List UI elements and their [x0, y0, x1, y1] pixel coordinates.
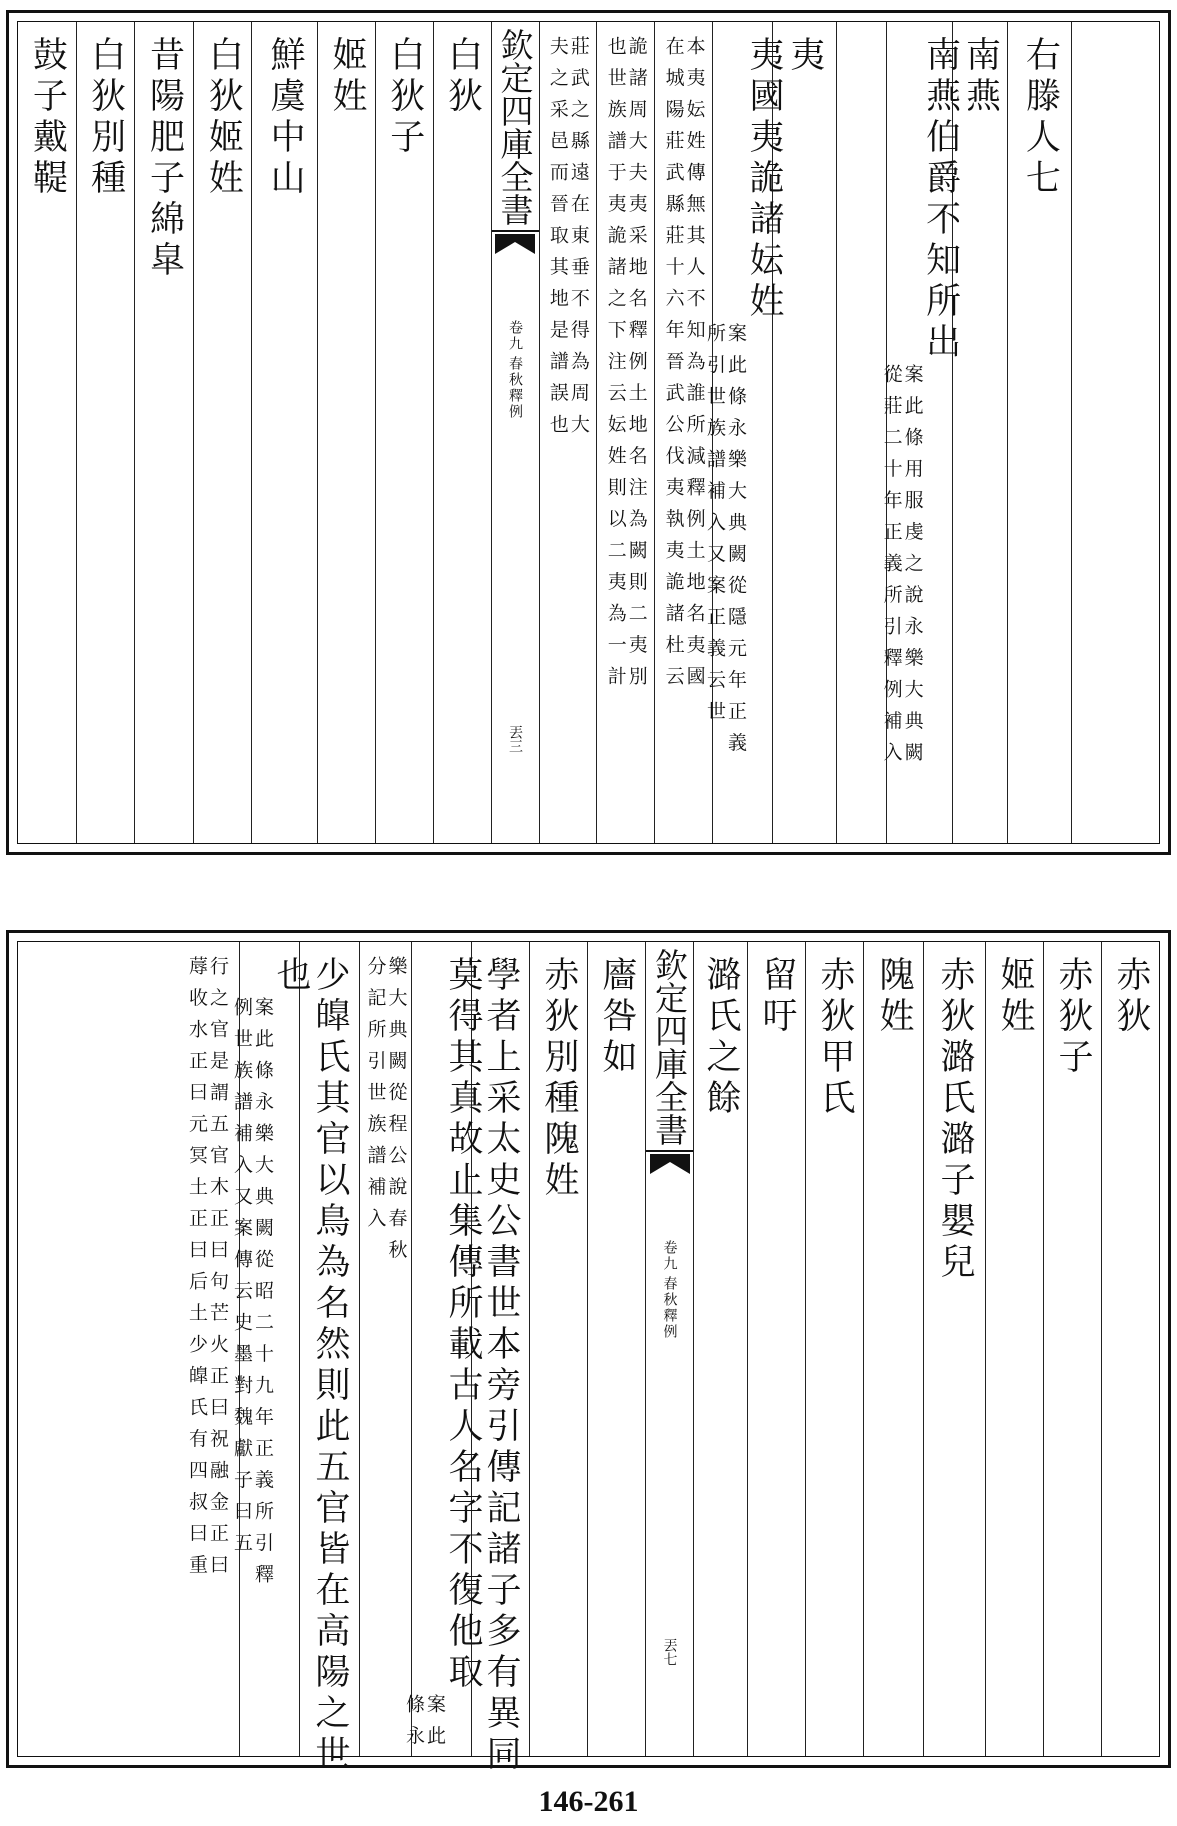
commentary-line: 詭諸周大夫夷采地名釋例土地名注為闕則二夷別	[625, 36, 648, 698]
column-main-text: 南燕	[960, 36, 1001, 118]
lower-page	[6, 930, 1171, 1776]
commentary-line: 案此條永樂大典闕從隱元年正義	[725, 323, 747, 764]
text-column-c2	[1007, 22, 1071, 843]
commentary-line: 也世族譜于夷詭諸之下注云妘姓則以二夷為一計	[604, 36, 627, 698]
volume-label-line: 卷九	[507, 320, 524, 352]
column-main-text: 赤狄	[1111, 956, 1151, 1038]
text-column-c7	[704, 22, 784, 843]
text-column-d15	[231, 942, 311, 1756]
column-main-text: 鼓子戴鞮	[27, 36, 68, 200]
column-main-text: 白狄別種	[85, 36, 126, 200]
text-column-c11	[433, 22, 491, 843]
volume-label	[660, 1240, 680, 1340]
commentary-notes	[605, 22, 647, 843]
text-column-d2	[1043, 942, 1101, 1756]
text-column-c14	[251, 22, 317, 843]
text-column-d1	[1101, 942, 1159, 1756]
volume-label-line: 春秋釋例	[507, 356, 524, 420]
text-column-c16	[134, 22, 194, 843]
column-main-text: 鮮虞中山	[265, 36, 306, 200]
commentary-notes	[663, 22, 705, 843]
commentary-line: 條永	[403, 1694, 425, 1757]
text-column-d12	[403, 942, 483, 1757]
column-main-text: 右滕人七	[1020, 36, 1061, 200]
column-main-text: 也	[271, 956, 311, 997]
commentary-line: 分記所引世族譜補入	[364, 956, 387, 1240]
text-column-c12	[375, 22, 433, 843]
lower-page-frame	[17, 941, 1160, 1776]
column-main-text: 夷國夷詭諸妘姓	[744, 36, 784, 323]
fishtail-mark-icon	[495, 234, 535, 260]
book-title: 欽定四庫全書	[492, 22, 539, 232]
column-main-text: 白狄子	[384, 36, 425, 159]
text-column-d8	[693, 942, 747, 1756]
volume-label-line: 卷九	[661, 1240, 678, 1272]
text-column-d14	[299, 942, 359, 1776]
text-column-c1	[1071, 22, 1159, 843]
column-main-text: 赤狄潞氏潞子嬰兒	[935, 956, 975, 1284]
column-main-text: 夷	[784, 36, 825, 77]
text-column-d13	[359, 942, 411, 1756]
commentary-line: 案此	[424, 1694, 446, 1757]
commentary-line: 在城陽莊武縣莊十六年晉武公伐夷執夷詭諸杜云	[662, 36, 685, 698]
column-main-text: 赤狄甲氏	[815, 956, 855, 1120]
text-column-c13	[317, 22, 375, 843]
commentary-line: 本夷妘姓傳無其人不知為誰所減釋例土地名夷國	[683, 36, 706, 698]
commentary-notes	[547, 22, 589, 843]
upper-page	[6, 10, 1171, 855]
column-main-text: 莫得其真故止集傳所載古人名字不復他取	[443, 956, 483, 1694]
text-column-d10	[529, 942, 587, 1756]
volume-label	[505, 320, 525, 420]
fishtail-mark-icon	[650, 1154, 690, 1180]
column-main-text: 潞氏之餘	[701, 956, 741, 1120]
text-column-c15	[193, 22, 251, 843]
column-main-text: 南燕伯爵不知所出	[920, 36, 961, 364]
commentary-line: 夫之采邑而晉取其地是譜誤也	[546, 36, 569, 446]
commentary-notes	[365, 942, 407, 1756]
volume-label-line: 春秋釋例	[661, 1276, 678, 1340]
text-column-d6	[805, 942, 863, 1756]
folio-number: 丟三	[507, 725, 524, 753]
column-main-text: 昔陽肥子綿皐	[144, 36, 185, 282]
column-main-text: 廧咎如	[597, 956, 637, 1079]
commentary-notes	[881, 364, 923, 843]
text-column-c9	[596, 22, 654, 843]
commentary-line: 蓐收水正曰元冥土正曰后土少皥氏有四叔曰重	[186, 956, 208, 1586]
column-main-text: 隗姓	[874, 956, 914, 1038]
column-main-text: 赤狄別種隗姓	[539, 956, 579, 1202]
commentary-line: 所引世族譜補入又案正義云世	[704, 323, 726, 733]
text-column-d3	[985, 942, 1043, 1756]
commentary-line: 行之官是謂五官木正曰句芒火正曰祝融金正曰	[207, 956, 229, 1586]
commentary-line: 例世族譜補入又案傳云史墨對魏獻子曰五	[231, 997, 253, 1564]
column-main-text: 留吁	[757, 956, 797, 1038]
page-number: 146-261	[538, 1785, 639, 1818]
text-column-c4	[880, 22, 961, 843]
column-main-text: 白狄姬姓	[203, 36, 244, 200]
column-main-text: 姬姓	[995, 956, 1035, 1038]
commentary-line: 樂大典闕從程公說春秋	[385, 956, 408, 1271]
text-column-d7	[747, 942, 805, 1756]
commentary-line: 從莊二十年正義所引釋例補入	[880, 364, 903, 774]
text-column-d9	[587, 942, 645, 1756]
column-main-text: 學者上采太史公書世本旁引傳記諸子多有異同	[481, 956, 521, 1776]
text-column-d16	[175, 942, 239, 1756]
column-main-text: 赤狄子	[1053, 956, 1093, 1079]
center-spine	[491, 22, 539, 843]
column-main-text: 白狄	[442, 36, 483, 118]
column-main-text: 姬姓	[326, 36, 367, 118]
text-column-c8	[654, 22, 712, 843]
upper-page-frame	[17, 21, 1160, 844]
commentary-line: 案此條永樂大典闕從昭二十九年正義所引釋	[252, 997, 274, 1596]
column-main-text: 少皥氏其官以鳥為名然則此五官皆在高陽之世	[310, 956, 350, 1776]
text-column-c5	[836, 22, 886, 843]
text-column-d4	[923, 942, 985, 1756]
center-spine	[645, 942, 693, 1756]
book-title: 欽定四庫全書	[646, 942, 693, 1152]
text-column-d5	[863, 942, 923, 1756]
text-column-c17	[76, 22, 134, 843]
commentary-line: 案此條用服虔之說永樂大典闕	[901, 364, 924, 774]
text-column-c10	[539, 22, 597, 843]
commentary-notes	[186, 942, 228, 1756]
commentary-line: 莊武之縣遠在東垂不得為周大	[567, 36, 590, 446]
text-column-c18	[18, 22, 76, 843]
folio-number: 丟七	[661, 1638, 678, 1666]
